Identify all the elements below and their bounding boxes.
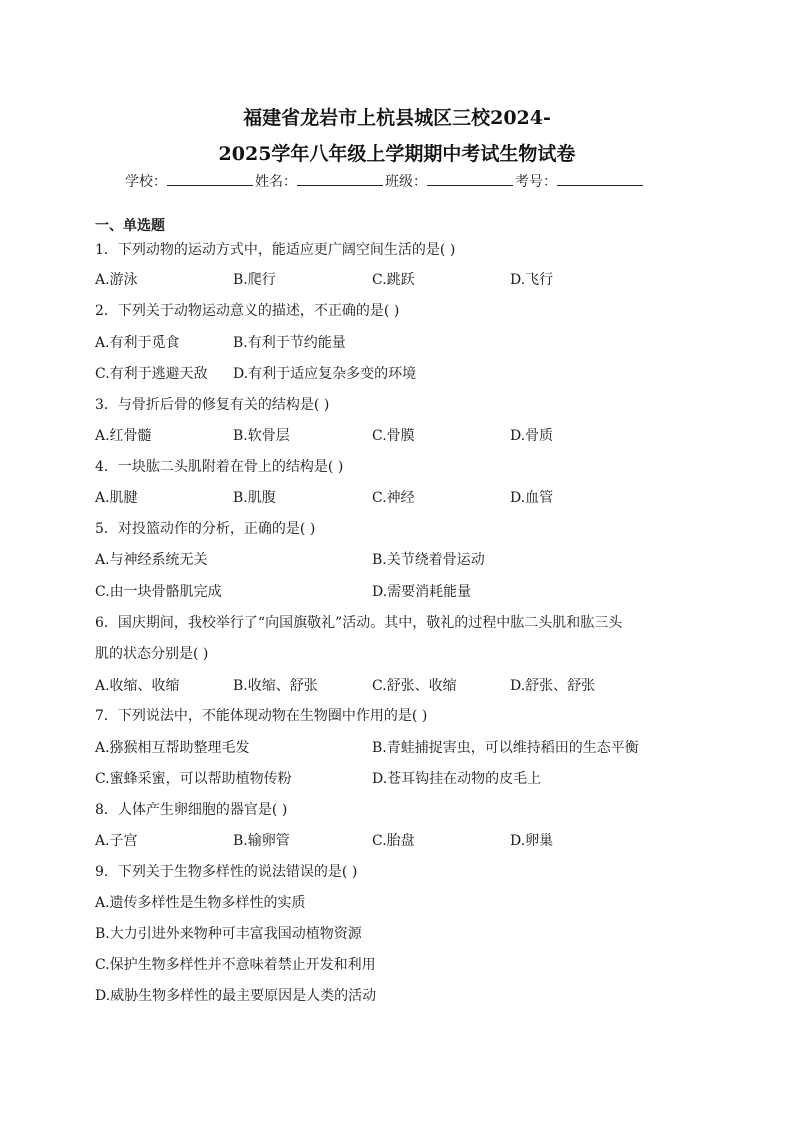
question-8-option-c: C.胎盘 (372, 833, 415, 849)
exam-number-blank[interactable] (557, 171, 643, 186)
question-1-option-c: C.跳跃 (372, 272, 415, 288)
question-5-stem: 5．对投篮动作的分析，正确的是( ) (95, 521, 316, 537)
question-5-option-d: D.需要消耗能量 (372, 584, 472, 600)
question-8-option-d: D.卵巢 (510, 833, 554, 849)
question-4-option-d: D.血管 (510, 490, 554, 506)
question-4-option-a: A.肌腱 (95, 490, 138, 506)
name-label: 姓名： (255, 174, 297, 190)
question-4-option-b: B.肌腹 (233, 490, 276, 506)
question-3-option-d: D.骨质 (510, 428, 554, 444)
question-8-stem: 8．人体产生卵细胞的器官是( ) (95, 802, 288, 818)
question-7-option-a: A.猕猴相互帮助整理毛发 (95, 740, 250, 756)
exam-title-line-1: 福建省龙岩市上杭县城区三校2024- (243, 107, 551, 129)
question-2-option-a: A.有利于觅食 (95, 335, 180, 351)
class-label: 班级： (385, 174, 427, 190)
question-5-option-c: C.由一块骨骼肌完成 (95, 584, 222, 600)
question-9-option-b: B.大力引进外来物种可丰富我国动植物资源 (95, 926, 362, 942)
question-7-stem: 7．下列说法中，不能体现动物在生物圈中作用的是( ) (95, 708, 428, 724)
exam-number-label: 考号： (515, 174, 557, 190)
question-7-option-c: C.蜜蜂采蜜，可以帮助植物传粉 (95, 771, 292, 787)
question-5-option-b: B.关节绕着骨运动 (372, 552, 485, 568)
question-3-option-c: C.骨膜 (372, 428, 415, 444)
question-5-option-a: A.与神经系统无关 (95, 552, 208, 568)
question-2-stem: 2．下列关于动物运动意义的描述，不正确的是( ) (95, 303, 400, 319)
section-heading: 一、单选题 (95, 218, 165, 234)
school-label: 学校： (125, 174, 167, 190)
question-8-option-b: B.输卵管 (233, 833, 290, 849)
question-6-option-c: C.舒张、收缩 (372, 678, 457, 694)
class-blank[interactable] (427, 171, 513, 186)
question-8-option-a: A.子宫 (95, 833, 138, 849)
question-3-option-a: A.红骨髓 (95, 428, 152, 444)
question-4-option-c: C.神经 (372, 490, 415, 506)
name-blank[interactable] (297, 171, 383, 186)
question-9-option-a: A.遗传多样性是生物多样性的实质 (95, 895, 306, 911)
question-3-stem: 3．与骨折后骨的修复有关的结构是( ) (95, 397, 330, 413)
question-1-option-a: A.游泳 (95, 272, 138, 288)
question-1-stem: 1．下列动物的运动方式中，能适应更广阔空间生活的是( ) (95, 242, 456, 258)
question-7-option-b: B.青蛙捕捉害虫，可以维持稻田的生态平衡 (372, 740, 639, 756)
question-7-option-d: D.苍耳钩挂在动物的皮毛上 (372, 771, 542, 787)
question-4-stem: 4．一块肱二头肌附着在骨上的结构是( ) (95, 459, 344, 475)
question-9-option-d: D.威胁生物多样性的最主要原因是人类的活动 (95, 988, 377, 1004)
question-9-option-c: C.保护生物多样性并不意味着禁止开发和利用 (95, 957, 376, 973)
question-6-stem-continued: 肌的状态分别是( ) (95, 646, 209, 662)
question-3-option-b: B.软骨层 (233, 428, 290, 444)
school-blank[interactable] (167, 171, 253, 186)
question-2-option-b: B.有利于节约能量 (233, 335, 346, 351)
student-info-row (125, 171, 645, 191)
question-9-stem: 9．下列关于生物多样性的说法错误的是( ) (95, 864, 358, 880)
question-6-option-a: A.收缩、收缩 (95, 678, 180, 694)
question-6-option-b: B.收缩、舒张 (233, 678, 318, 694)
exam-title-line-2: 2025学年八年级上学期期中考试生物试卷 (218, 143, 576, 165)
question-2-option-d: D.有利于适应复杂多变的环境 (233, 366, 417, 382)
question-2-option-c: C.有利于逃避天敌 (95, 366, 208, 382)
question-6-stem: 6．国庆期间，我校举行了“向国旗敬礼”活动。其中，敬礼的过程中肱二头肌和肱三头 (95, 615, 623, 631)
question-1-option-b: B.爬行 (233, 272, 276, 288)
question-1-option-d: D.飞行 (510, 272, 554, 288)
question-6-option-d: D.舒张、舒张 (510, 678, 596, 694)
